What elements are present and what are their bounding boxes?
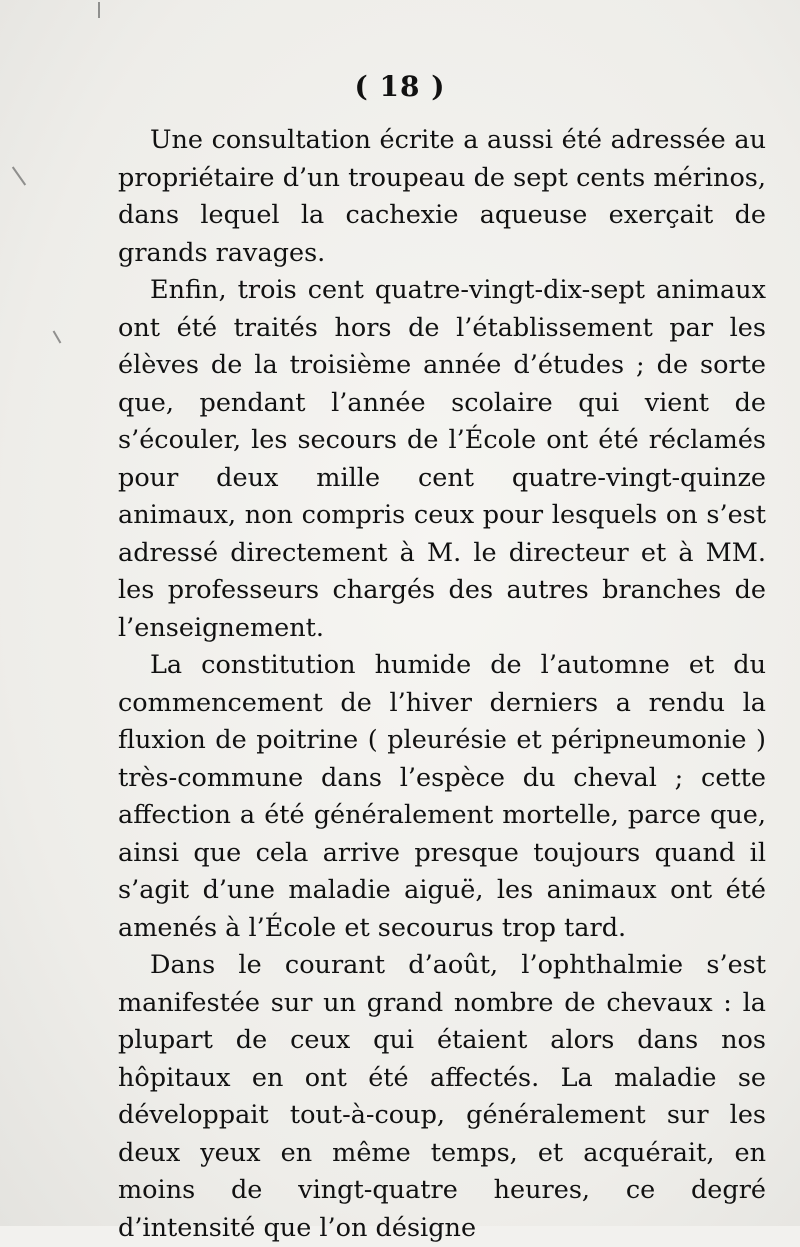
margin-mark <box>98 2 100 18</box>
margin-mark <box>53 330 62 343</box>
paragraph-1: Une consultation écrite a aussi été adressée au propriétaire d’un troupeau de sept cents mérinos, dans lequel la cachexie aqueuse exerçait de grands ravages. <box>118 125 766 268</box>
paragraph-4: Dans le courant d’août, l’ophthalmie s’est manifestée sur un grand nombre de chevaux : la plupart de ceux qui étaient alors dans nos hôpitaux en ont été affectés. La maladie se développait tout-à-coup, généralement sur les deux yeux en même temps, et acquérait, en moins de vingt-quatre heures, ce degré d’intensité que l’on désigne <box>118 950 766 1243</box>
margin-mark <box>12 166 26 185</box>
paragraph-2: Enfin, trois cent quatre-vingt-dix-sept animaux ont été traités hors de l’établissement par les élèves de la troisième année d’études ; de sorte que, pendant l’année scolaire qui vient de s’écouler, les secours de l’École ont été réclamés pour deux mille cent quatre-vingt-quinze animaux, non compris ceux pour lesquels on s’est adressé directement à M. le directeur et à MM. les professeurs chargés des autres branches de l’enseignement. <box>118 275 766 643</box>
paragraph-3: La constitution humide de l’automne et du commencement de l’hiver derniers a rendu la fluxion de poitrine ( pleurésie et péripneumonie ) très-commune dans l’espèce du cheval ; cette affection a été généralement mortelle, parce que, ainsi que cela arrive presque toujours quand il s’agit d’une maladie aiguë, les animaux ont été amenés à l’École et secourus trop tard. <box>118 650 766 943</box>
body-text <box>118 122 766 1247</box>
page-number: ( 18 ) <box>354 70 446 103</box>
